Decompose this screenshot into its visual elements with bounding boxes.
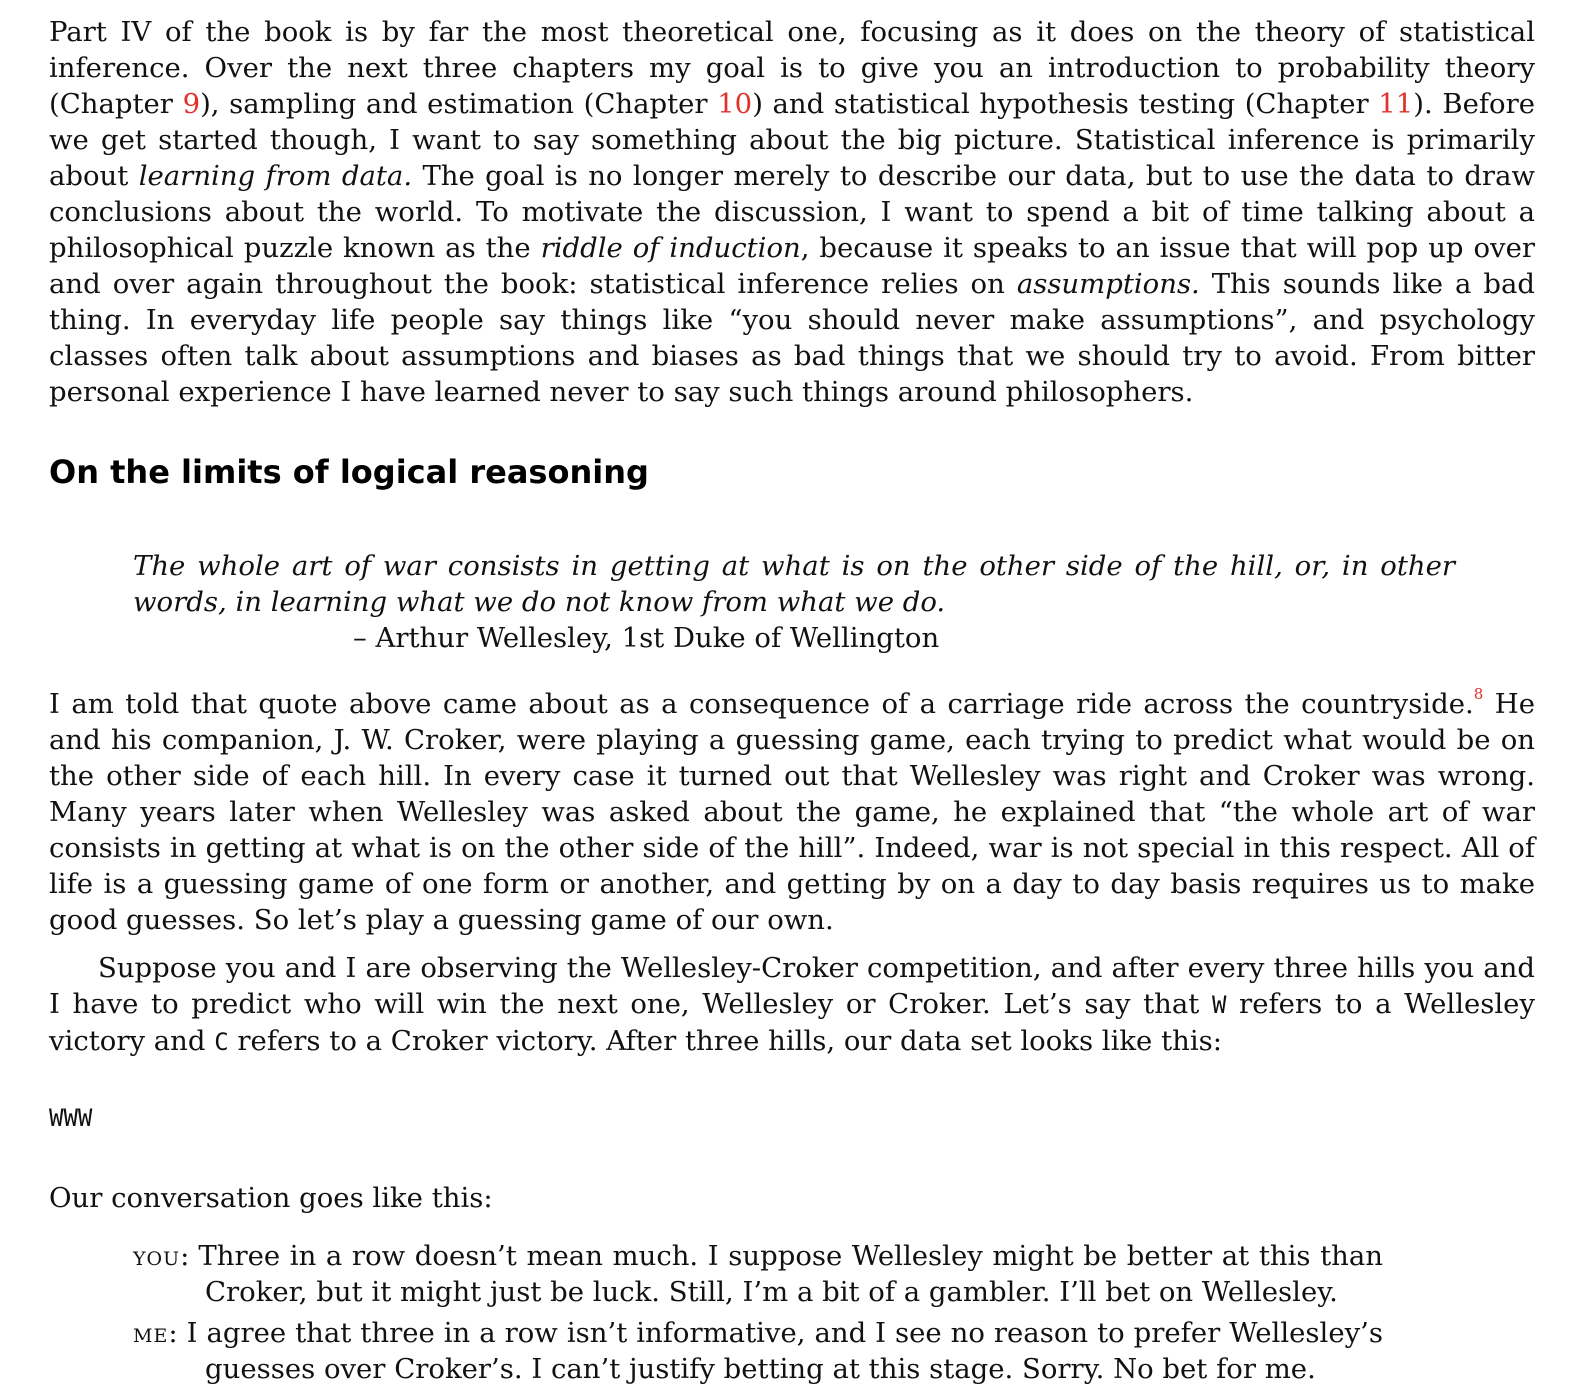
dialog-text: I agree that three in a row isn’t informative, and I see no reason to prefer Wellesley’s guesses over Croker’s. I can’t justify betting at this stage. Sorry. No bet for me. xyxy=(186,1317,1383,1385)
quote-attribution: – Arthur Wellesley, 1st Duke of Wellington xyxy=(353,622,940,654)
text-run: The goal is no longer merely to describe our data, but to use the data to draw conclusions about the world. To motivate the discussion, I want to spend a bit of time talking about a philosophical puzzle known as the xyxy=(49,160,1535,264)
data-set-code-block: WWW xyxy=(49,1104,93,1132)
chapter-10-link[interactable]: 10 xyxy=(717,88,753,120)
text-run: Suppose you and I are observing the Wellesley-Croker competition, and after every three hills you and I have to predict who will win the next one, Wellesley or Croker. Let’s say that xyxy=(49,952,1535,1020)
footnote-8-link[interactable]: 8 xyxy=(1473,685,1484,703)
emphasis-learning-from-data: learning from data. xyxy=(138,160,413,192)
text-run: ), sampling and estimation (Chapter xyxy=(200,88,718,120)
epigraph xyxy=(133,548,1455,656)
text-run: ) and statistical hypothesis testing (Chapter xyxy=(752,88,1379,120)
text-run: refers to a Croker victory. After three hills, our data set looks like this: xyxy=(228,1025,1223,1057)
speaker-label: you: xyxy=(133,1240,191,1272)
speaker-label: me: xyxy=(133,1317,179,1349)
text-run: He and his companion, J. W. Croker, were playing a guessing game, each trying to predict what would be on the other side of each hill. In every case it turned out that Wellesley was right and Croker was wrong. Many years later when Wellesley was asked about the game, he explained that “the whole art of war consists in getting at what is on the other side of the hill”. Indeed, war is not special in this respect. All of life is a guessing game of one form or another, and getting by on a day to day basis requires us to make good guesses. So let’s play a guessing game of our own. xyxy=(49,688,1535,936)
intro-paragraph xyxy=(49,14,1535,410)
code-c: C xyxy=(214,1028,229,1056)
chapter-9-link[interactable]: 9 xyxy=(182,88,201,120)
code-w: W xyxy=(1211,991,1227,1019)
section-heading: On the limits of logical reasoning xyxy=(49,453,649,491)
text-run: refers to a Wellesley victory and xyxy=(49,988,1535,1057)
emphasis-assumptions: assumptions. xyxy=(1016,268,1200,300)
dialog-text: Three in a row doesn’t mean much. I suppose Wellesley might be better at this than Croker, but it might just be luck. Still, I’m a bit of a gambler. I’ll bet on Wellesley. xyxy=(198,1240,1383,1308)
dialog xyxy=(133,1238,1383,1387)
document-page xyxy=(49,14,1535,1392)
text-run: I am told that quote above came about as a consequence of a carriage ride across the countryside. xyxy=(49,688,1474,720)
body-paragraph-competition xyxy=(49,950,1535,1060)
spacer xyxy=(49,656,1535,686)
dialog-entry-you xyxy=(133,1238,1383,1310)
quote-text: The whole art of war consists in getting at what is on the other side of the hill, or, in other words, in learning what we do not know from what we do. xyxy=(133,550,1455,618)
emphasis-riddle-of-induction: riddle of induction xyxy=(540,232,801,264)
text-run: Part IV of the book is by far the most theoretical one, focusing as it does on the theory of statistical inference. Over the next three chapters my goal is to give you an introduction to probability theory (Chapter xyxy=(49,16,1535,120)
text-run: This sounds like a bad thing. In everyday life people say things like “you should never make assumptions”, and psychology classes often talk about assumptions and biases as bad things that we should try to avoid. From bitter personal experience I have learned never to say such things around philosophers. xyxy=(49,268,1535,408)
dialog-entry-me xyxy=(133,1315,1383,1387)
text-run: ). Before we get started though, I want to say something about the big picture. Statistical inference is primarily about xyxy=(49,88,1536,192)
body-paragraph-carriage xyxy=(49,686,1535,938)
text-run: , because it speaks to an issue that will pop up over and over again throughout the book: statistical inference relies on xyxy=(49,232,1535,300)
chapter-11-link[interactable]: 11 xyxy=(1378,88,1414,120)
conversation-intro: Our conversation goes like this: xyxy=(49,1182,493,1214)
